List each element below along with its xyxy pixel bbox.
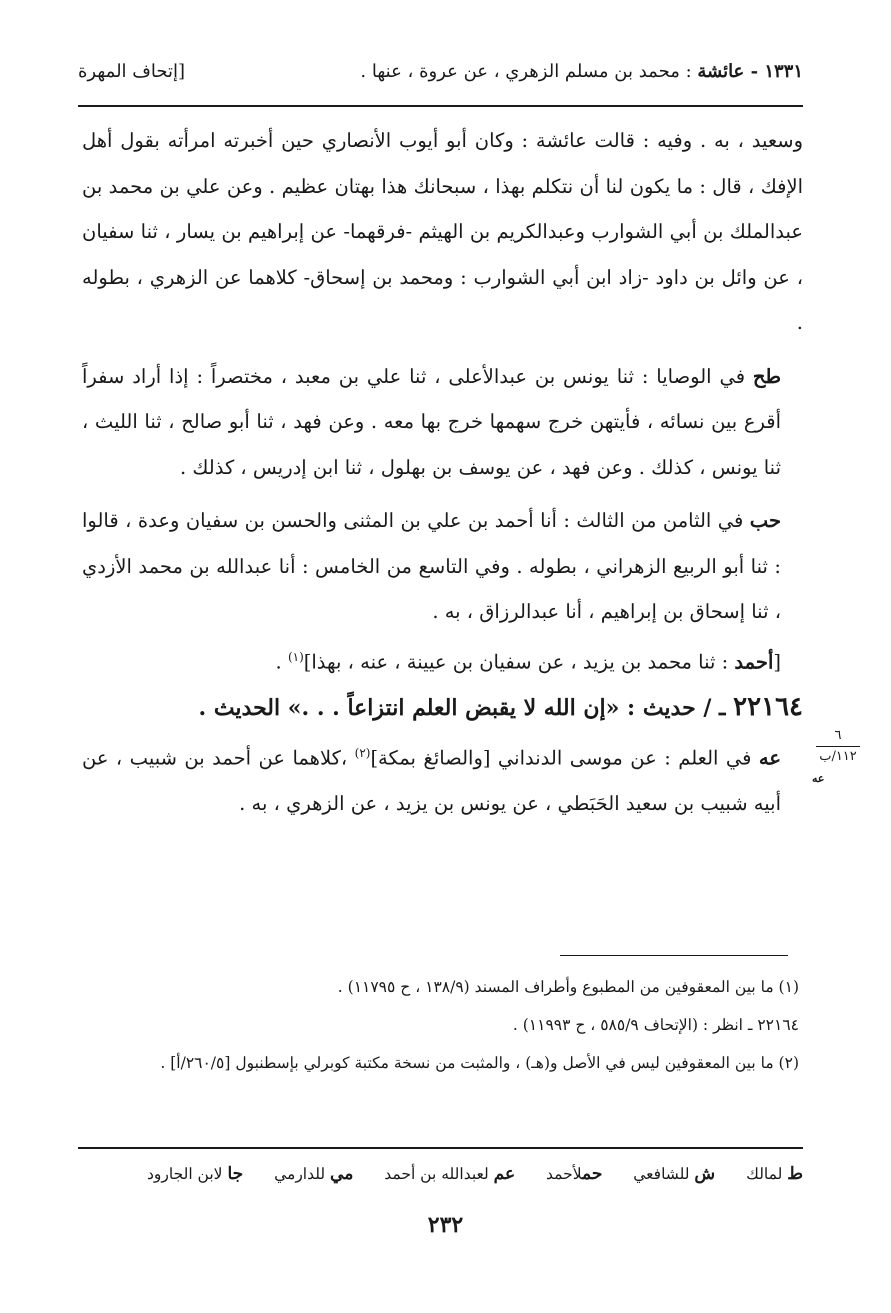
paragraph-2: [82, 354, 803, 491]
paragraph-3-text: في الثامن من الثالث : أنا أحمد بن علي بن المثنى والحسن بن سفيان وعدة ، قالوا : ثنا أبو الربيع الزهراني ، بطوله . وفي التاسع من الخامس : أنا عبدالله بن محمد الأزدي ، ثنا إسحاق بن إبراهيم ، أنا عبدالرزاق ، به .: [82, 509, 781, 623]
sigla-item: [147, 1165, 243, 1183]
siglum-ah: عه: [758, 746, 782, 770]
paragraph-5-text-a: في العلم : عن موسى الدنداني [والصائغ بمكة]: [370, 746, 759, 770]
margin-siglum: عه: [812, 772, 825, 785]
sigla-code: حم: [581, 1164, 603, 1184]
paragraph-5-text-b: ،كلاهما عن أحمد بن شبيب ، عن أبيه شبيب بن سعيد الحَبَطي ، عن يونس بن يزيد ، عن الزهري ، به .: [82, 746, 781, 815]
footnote-ref-1: (١): [287, 649, 304, 664]
siglum-tah: طح: [752, 364, 781, 388]
header-chapter: [360, 61, 803, 82]
siglum-hb: حب: [749, 509, 781, 532]
margin-folio: ١١٢/ب: [819, 749, 857, 764]
footer-rule: [78, 1147, 803, 1149]
running-header: [78, 55, 803, 95]
footnotes: [82, 968, 799, 1082]
hadith-number: ٢٢١٦٤: [733, 691, 803, 722]
sigla-item: [384, 1165, 515, 1183]
header-chain: : محمد بن مسلم الزهري ، عن عروة ، عنها .: [360, 61, 698, 82]
paragraph-3: [82, 498, 803, 635]
sigla-code: مي: [330, 1164, 354, 1184]
sigla-key: [82, 1164, 803, 1184]
header-number: ١٣٣١: [764, 61, 803, 82]
hadith-title: حديث : «إن الله لا يقبض العلم انتزاعاً . . .» الحديث .: [198, 694, 696, 721]
margin-rule: [816, 746, 860, 747]
sigla-code: ش: [694, 1164, 716, 1184]
sigla-code: ط: [787, 1164, 803, 1184]
footnote-2: ٢٢١٦٤ ـ انظر : (الإتحاف ٥٨٥/٩ ، ح ١١٩٩٣) .: [512, 1016, 799, 1034]
margin-reference: [812, 728, 864, 787]
margin-volume: ٦: [834, 728, 842, 743]
header-book-title: [إتحاف المهرة: [78, 61, 186, 82]
sigla-item: [546, 1165, 602, 1183]
sigla-label: لأحمد: [546, 1165, 582, 1183]
footnote-1: (١) ما بين المعقوفين من المطبوع وأطراف المسند (١٣٨/٩ ، ح ١١٧٩٥) .: [337, 978, 799, 996]
paragraph-5: [82, 731, 803, 827]
paragraph-1: وسعيد ، به . وفيه : قالت عائشة : وكان أبو أيوب الأنصاري حين أخبرته امرأته بقول أهل الإفك ، قال : ما يكون لنا أن نتكلم بهذا ، سبحانك هذا بهتان عظيم . وعن علي بن محمد بن عبدالملك بن أبي الشوارب وعبدالكريم بن الهيثم -فرقهما- عن إبراهيم بن يسار ، ثنا سفيان ، عن وائل بن داود -زاد ابن أبي الشوارب : ومحمد بن إسحاق- كلاهما عن الزهري ، بطوله .: [82, 129, 803, 334]
footnote-rule: [560, 955, 788, 956]
sigla-label: للدارمي: [274, 1165, 326, 1183]
sigla-label: لمالك: [746, 1165, 783, 1183]
header-sep: -: [744, 61, 765, 82]
hadith-heading: [82, 685, 803, 732]
paragraph-4-text: : ثنا محمد بن يزيد ، عن سفيان بن عيينة ، عنه ، بهذا]: [303, 650, 735, 673]
sigla-label: لابن الجارود: [147, 1165, 223, 1183]
bracket-open: [: [773, 650, 781, 673]
page-number: ٢٣٢: [427, 1212, 464, 1238]
main-text: [82, 118, 803, 827]
paragraph-4-end: .: [275, 650, 288, 673]
sigla-item: [274, 1165, 353, 1183]
sigla-code: عم: [493, 1164, 516, 1184]
paragraph-4: [82, 635, 803, 685]
sigla-code: جا: [227, 1164, 244, 1184]
siglum-ahmad: أحمد: [734, 650, 774, 673]
header-name: عائشة: [697, 61, 745, 82]
sigla-label: لعبدالله بن أحمد: [384, 1165, 489, 1183]
sigla-label: للشافعي: [633, 1165, 690, 1183]
sigla-item: [746, 1165, 803, 1183]
footnote-3: (٢) ما بين المعقوفين ليس في الأصل و(هـ) ، والمثبت من نسخة مكتبة كوبرلي بإسطنبول [٢٦٠/٥/أ] .: [160, 1054, 799, 1072]
hadith-sep: ـ /: [695, 694, 734, 721]
footnote-ref-2: (٢): [354, 746, 371, 760]
header-rule: [78, 105, 803, 107]
paragraph-2-text: في الوصايا : ثنا يونس بن عبدالأعلى ، ثنا علي بن معبد ، مختصراً : إذا أراد سفراً أقرع بين نسائه ، فأيتهن خرج سهمها خرج بها معه . وعن فهد ، ثنا أبو صالح ، ثنا الليث ، ثنا يونس ، كذلك . وعن فهد ، عن يوسف بن بهلول ، ثنا ابن إدريس ، كذلك .: [82, 364, 781, 479]
sigla-item: [633, 1165, 715, 1183]
